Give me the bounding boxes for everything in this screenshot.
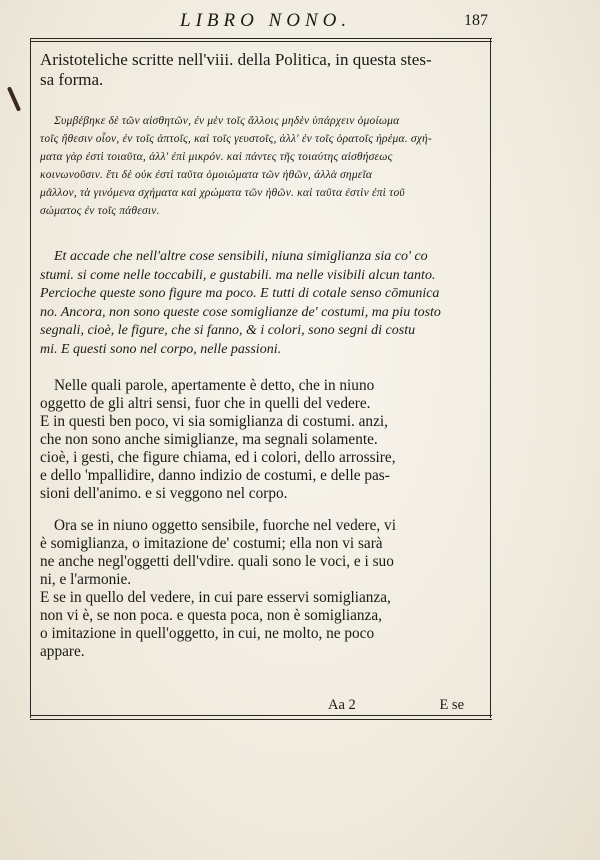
text-line: sa forma. bbox=[40, 70, 104, 89]
text-line: E se in quello del vedere, in cui pare esservi somiglianza, bbox=[40, 589, 391, 606]
page-header bbox=[40, 8, 490, 36]
italian-translation bbox=[40, 248, 486, 360]
text-line: mi. E questi sono nel corpo, nelle passioni. bbox=[40, 341, 282, 357]
signature-mark: Aa 2 bbox=[328, 697, 356, 713]
text-line: Ora se in niuno oggetto sensibile, fuorche nel vedere, vi bbox=[54, 517, 396, 534]
text-line: E in questi ben poco, vi sia somiglianza di costumi. anzi, bbox=[40, 413, 388, 430]
text-line: che non sono anche simiglianze, ma segnali solamente. bbox=[40, 431, 378, 448]
text-line: non vi è, se non poca. e questa poca, non è somiglianza, bbox=[40, 607, 382, 624]
text-line: appare. bbox=[40, 643, 85, 660]
commentary-paragraph-1 bbox=[40, 377, 486, 503]
left-rule bbox=[30, 38, 31, 718]
text-line: κοινωνοῦσιν. ἔτι δὲ οὐκ ἐστὶ ταῦτα ὁμοιώματα τῶν ἠθῶν, ἀλλὰ σημεῖα bbox=[40, 169, 373, 181]
bottom-rule-inner bbox=[30, 719, 492, 720]
text-line: stumi. si come nelle toccabili, e gustabili. ma nelle visibili alcun tanto. bbox=[40, 267, 436, 283]
top-rule-inner bbox=[30, 41, 492, 42]
text-line: e dello 'mpallidire, danno indizio de costumi, e delle pas- bbox=[40, 467, 390, 484]
text-line: σώματος ἐν τοῖς πάθεσιν. bbox=[40, 205, 160, 217]
top-rule bbox=[30, 38, 492, 39]
text-line: μᾶλλον, τὰ γινόμενα σχήματα καὶ χρώματα τῶν ἠθῶν. καὶ ταῦτα ἐστὶν ἐπὶ τοῦ bbox=[40, 187, 405, 199]
intro-paragraph bbox=[40, 50, 486, 90]
text-line: oggetto de gli altri sensi, fuor che in quelli del vedere. bbox=[40, 395, 371, 412]
running-title: LIBRO NONO. bbox=[180, 10, 352, 31]
greek-quotation bbox=[40, 112, 486, 220]
text-line: Nelle quali parole, apertamente è detto, che in niuno bbox=[54, 377, 375, 394]
right-rule bbox=[490, 38, 491, 718]
catchword: E se bbox=[439, 697, 464, 713]
text-line: τοῖς ἤθεσιν οἷον, ἐν τοῖς ἁπτοῖς, καὶ τοῖς γευστοῖς, ἀλλ' ἐν τοῖς ὁρατοῖς ἠρέμα. σχή- bbox=[40, 133, 432, 145]
text-line: Aristoteliche scritte nell'viii. della Politica, in questa stes- bbox=[40, 50, 432, 69]
text-line: ματα γὰρ ἐστὶ τοιαῦτα, ἀλλ' ἐπὶ μικρόν. καὶ πάντες τῆς τοιαύτης αἰσθήσεως bbox=[40, 151, 393, 163]
text-line: Percioche queste sono figure ma poco. E tutti di cotale senso cōmunica bbox=[40, 286, 440, 302]
text-line: ne anche negl'oggetti dell'vdire. quali sono le voci, e i suo bbox=[40, 553, 394, 570]
ink-mark-icon bbox=[7, 86, 21, 111]
text-line: segnali, cioè, le figure, che si fanno, & i colori, sono segni di costu bbox=[40, 323, 416, 339]
text-line: sioni dell'animo. e si veggono nel corpo. bbox=[40, 485, 288, 502]
page-number: 187 bbox=[464, 12, 488, 29]
text-line: no. Ancora, non sono queste cose somiglianze de' costumi, ma piu tosto bbox=[40, 304, 441, 320]
text-line: ni, e l'armonie. bbox=[40, 571, 132, 588]
text-line: è somiglianza, o imitazione de' costumi; ella non vi sarà bbox=[40, 535, 383, 552]
text-line: cioè, i gesti, che figure chiama, ed i colori, dello arrossire, bbox=[40, 449, 396, 466]
commentary-paragraph-2 bbox=[40, 517, 486, 661]
bottom-rule bbox=[30, 715, 492, 716]
text-line: Et accade che nell'altre cose sensibili, niuna simiglianza sia co' co bbox=[54, 249, 428, 264]
text-line: Συμβέβηκε δὲ τῶν αἰσθητῶν, ἐν μὲν τοῖς ἄλλοις μηδὲν ὑπάρχειν ὁμοίωμα bbox=[54, 115, 400, 127]
page-footer bbox=[40, 697, 486, 715]
text-line: o imitazione in quell'oggetto, in cui, ne molto, ne poco bbox=[40, 625, 375, 642]
